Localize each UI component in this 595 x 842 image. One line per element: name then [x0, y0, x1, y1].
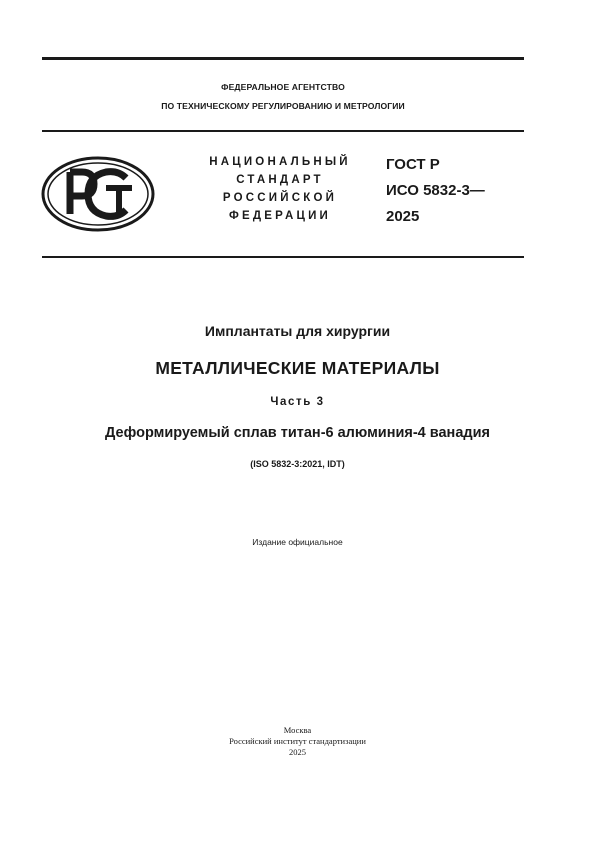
agency-name-line2: ПО ТЕХНИЧЕСКОМУ РЕГУЛИРОВАНИЮ И МЕТРОЛОГИИ [161, 101, 405, 111]
document-main-title: МЕТАЛЛИЧЕСКИЕ МАТЕРИАЛЫ [155, 358, 440, 378]
document-subject: Имплантаты для хирургии [204, 323, 391, 339]
standard-designation-line3: 2025 [386, 208, 420, 225]
imprint-year: 2025 [289, 747, 306, 757]
iso-reference: (ISO 5832-3:2021, IDT) [250, 459, 345, 469]
document-subtitle: Деформируемый сплав титан-6 алюминия-4 ванадия [105, 425, 490, 441]
document-part-number: Часть 3 [270, 396, 325, 408]
imprint-publisher: Российский институт стандартизации [229, 736, 366, 746]
top-rule [42, 57, 524, 60]
standard-designation-line2: ИСО 5832-3— [386, 182, 485, 199]
header-divider [42, 130, 524, 132]
agency-name-line1: ФЕДЕРАЛЬНОЕ АГЕНТСТВО [221, 82, 345, 92]
rst-certification-mark-icon [40, 156, 156, 232]
national-standard-line2: СТАНДАРТ [236, 174, 324, 186]
standard-designation-line1: ГОСТ Р [386, 156, 440, 173]
national-standard-line3: РОССИЙСКОЙ [222, 192, 338, 204]
national-standard-line1: НАЦИОНАЛЬНЫЙ [209, 156, 351, 168]
edition-note: Издание официальное [252, 537, 343, 547]
title-block-divider [42, 256, 524, 258]
imprint-city: Москва [283, 725, 312, 735]
national-standard-line4: ФЕДЕРАЦИИ [228, 210, 332, 222]
